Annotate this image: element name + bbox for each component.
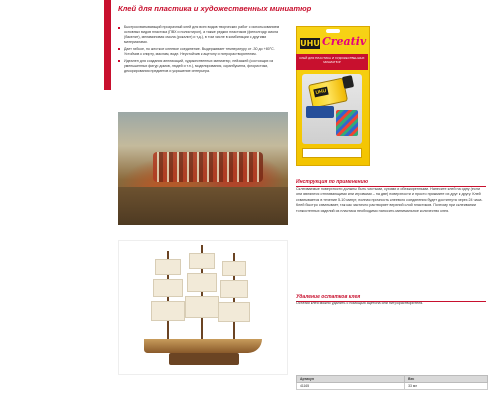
feature-list [118, 25, 288, 75]
spec-table [296, 375, 488, 390]
ship-sail [153, 279, 183, 297]
feature-item: Быстросхватывающий прозрачный клей для всех видов творческих работ с использованием основных видов пластика (ПВХ и полистирол), а также редких пластиков (фенолгидр смола (бакелит), меламиновая смола (рокалит) и т.д.), в том числе в комбинации с другими материалами. [118, 25, 288, 45]
diorama-ground [118, 187, 288, 225]
ship-sail [220, 280, 248, 298]
ship-sail [187, 273, 217, 292]
article-cell: 41165 [297, 383, 405, 390]
hang-hole [326, 29, 340, 33]
ship-hull [144, 339, 262, 353]
instruction-text: Склеиваемые поверхности должны быть чистыми, сухими и обезжиренными. Нанесите клей на одну (если они являются отпливающими или игровыми – на две) поверхности и просто прижмите их друг к другу. Клей схватывается в течение 5-10 минут, полная прочность клеевого соединения будет достигнута через 24 часа. Клей быстро схватывает, так как частично растворяет верхний слой пластиков. Поэтому при склеивании тонкостенных изделий из пластика необходимо наносить минимальное количество клея. [296, 187, 483, 213]
ship-sail [185, 296, 219, 318]
sample-miniatures [336, 110, 358, 136]
accent-stripe [104, 0, 111, 90]
ship-sail [189, 253, 215, 269]
feature-item: Идеален для создания аппликаций, художественных миниатюр, пейзажей (состоящих из уменьшенных фигур домов, людей и т.п.), моделирования, скрапбукинга, флористики, декорирования предметов и украшение интерьера. [118, 59, 288, 74]
ship-sail [151, 301, 185, 321]
instruction-heading: Инструкция по применению [296, 179, 486, 187]
table-row [297, 383, 488, 390]
tube-cap [342, 75, 354, 89]
miniature-soldiers-photo [118, 112, 288, 225]
product-package-image [296, 26, 370, 166]
page-title: Клей для пластика и художественных миниатюр [118, 4, 312, 13]
tube-logo: UHU [315, 87, 327, 97]
ship-stand [169, 353, 239, 365]
ship-sail [155, 259, 181, 275]
soldier-figures [153, 152, 263, 182]
weight-cell: 33 мл [405, 383, 488, 390]
removal-text: Остатки клея можно удалить с помощью ацетона или нитрорастворителя. [296, 301, 424, 305]
ship-sail [218, 302, 250, 322]
tube-accessory [306, 106, 334, 118]
package-bottom-panel [302, 148, 362, 158]
package-band-label: КЛЕЙ ДЛЯ ПЛАСТИКА И ХУДОЖЕСТВЕННЫХ МИНИАТЮР [296, 54, 368, 70]
creativ-brand: Creativ [322, 35, 367, 48]
feature-item: Дает гибкое, но жесткое клеевое соединение. Выдерживает температуру от -30 до +80°С. Устойчив к спирту, маслам, воде. Неустойчив к ацетону и нитрорастворителям. [118, 47, 288, 57]
uhu-logo: UHU [300, 39, 320, 48]
table-header-row [297, 376, 488, 383]
model-ship-photo [118, 240, 288, 375]
removal-heading: Удаление остатков клея [296, 294, 486, 302]
column-header-article: Артикул [297, 376, 405, 383]
ship-sail [222, 261, 246, 276]
column-header-weight: Вес [405, 376, 488, 383]
